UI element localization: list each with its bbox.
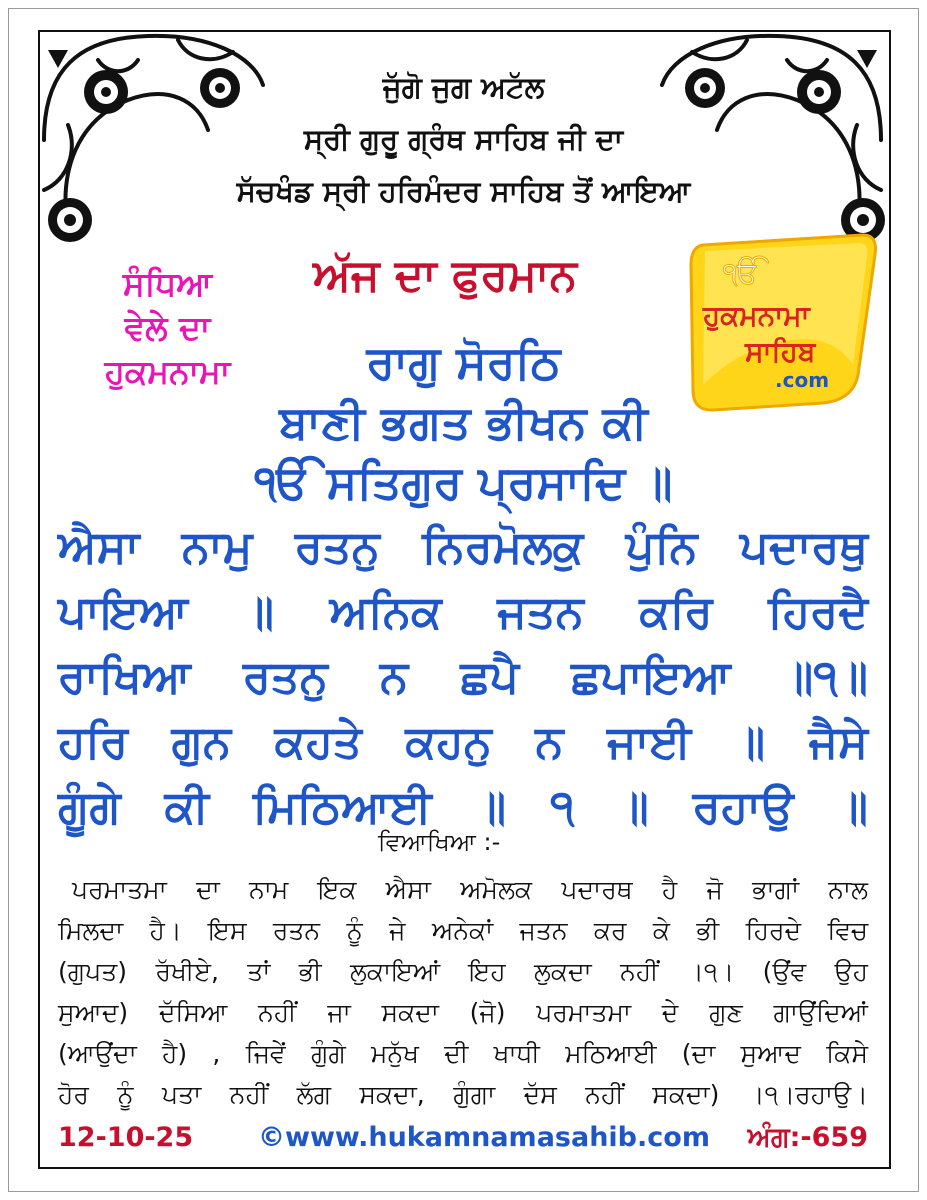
footer-site-link[interactable]: ©www.hukamnamasahib.com: [258, 1122, 710, 1153]
verse-line: ਹਰਿ ਗੁਨ ਕਹਤੇ ਕਹਨੁ ਨ ਜਾਈ ॥ ਜੈਸੇ: [58, 715, 868, 768]
logo-line-1: ਹੁਕਮਨਾਮਾ: [703, 299, 810, 332]
explanation-line: ਮਿਲਦਾ ਹੈ। ਇਸ ਰਤਨ ਨੂੰ ਜੇ ਅਨੇਕਾਂ ਜਤਨ ਕਰ ਕੇ ਭੀ ਹਿਰਦੇ ਵਿਚ: [58, 916, 868, 945]
explanation-line: (ਆਉਂਦਾ ਹੈ) , ਜਿਵੇਂ ਗੁੰਗੇ ਮਨੁੱਖ ਦੀ ਖਾਧੀ ਮਠਿਆਈ (ਦਾ ਸੁਆਦ ਕਿਸੇ: [58, 1039, 868, 1068]
logo-symbol: ੴ: [723, 256, 760, 291]
footer-date: 12-10-25: [58, 1122, 194, 1153]
mangal-heading: ੴ ਸਤਿਗੁਰ ਪ੍ਰਸਾਦਿ ॥: [254, 455, 673, 509]
verse-line: ਐਸਾ ਨਾਮੁ ਰਤਨੁ ਨਿਰਮੋਲਕੁ ਪੁੰਨਿ ਪਦਾਰਥੁ: [58, 520, 868, 573]
explanation-line: ਹੋਰ ਨੂੰ ਪਤਾ ਨਹੀਂ ਲੱਗ ਸਕਦਾ, ਗੁੰਗਾ ਦੱਸ ਨਹੀਂ ਸਕਦਾ) ।੧।ਰਹਾਉ।: [58, 1080, 868, 1109]
raag-heading: ਰਾਗੁ ਸੋਰਠਿ: [366, 335, 561, 389]
footer-ang: ਅੰਗ:-659: [747, 1122, 868, 1153]
header-line-1: ਜੁੱਗੋ ਜੁਗ ਅਟੱਲ: [382, 70, 545, 104]
verse-line: ਰਾਖਿਆ ਰਤਨੁ ਨ ਛਪੈ ਛਪਾਇਆ ॥੧॥: [58, 650, 868, 703]
logo-line-2: ਸਾਹਿਬ: [745, 335, 816, 368]
footer: [58, 1122, 868, 1162]
header-line-2: ਸ੍ਰੀ ਗੁਰੂ ਗ੍ਰੰਥ ਸਾਹਿਬ ਜੀ ਦਾ: [303, 122, 624, 156]
explanation-line: ਸੁਆਦ) ਦੱਸਿਆ ਨਹੀਂ ਜਾ ਸਕਦਾ (ਜੋ) ਪਰਮਾਤਮਾ ਦੇ ਗੁਣ ਗਾਉਂਦਿਆਂ: [58, 998, 868, 1027]
verse-line: ਪਾਇਆ ॥ ਅਨਿਕ ਜਤਨ ਕਰਿ ਹਿਰਦੈ: [58, 585, 868, 638]
verse-line: ਗੂੰਗੇ ਕੀ ਮਿਠਿਆਈ ॥ ੧ ॥ ਰਹਾਉ ॥: [58, 780, 868, 833]
badge-line-3: ਹੁਕਮਨਾਮਾ: [104, 352, 231, 391]
explanation-line: ਪਰਮਾਤਮਾ ਦਾ ਨਾਮ ਇਕ ਐਸਾ ਅਮੋਲਕ ਪਦਾਰਥ ਹੈ ਜੋ ਭਾਗਾਂ ਨਾਲ: [72, 875, 868, 904]
logo-line-3: .com: [775, 368, 830, 392]
header-line-3: ਸੱਚਖੰਡ ਸ੍ਰੀ ਹਰਿਮੰਦਰ ਸਾਹਿਬ ਤੋਂ ਆਇਆ: [236, 174, 691, 208]
badge-line-1: ਸੰਧਿਆ: [122, 264, 213, 303]
bani-heading: ਬਾਣੀ ਭਗਤ ਭੀਖਨ ਕੀ: [279, 395, 648, 449]
badge-line-2: ਵੇਲੇ ਦਾ: [124, 308, 211, 347]
page-title: ਅੱਜ ਦਾ ਫੁਰਮਾਨ: [313, 250, 577, 301]
explanation-line: (ਗੁਪਤ) ਰੱਖੀਏ, ਤਾਂ ਭੀ ਲੁਕਾਇਆਂ ਇਹ ਲੁਕਦਾ ਨਹੀਂ ।੧। (ਉਂਵ ਉਹ: [58, 957, 868, 986]
explanation-heading: ਵਿਆਖਿਆ :-: [378, 828, 501, 856]
